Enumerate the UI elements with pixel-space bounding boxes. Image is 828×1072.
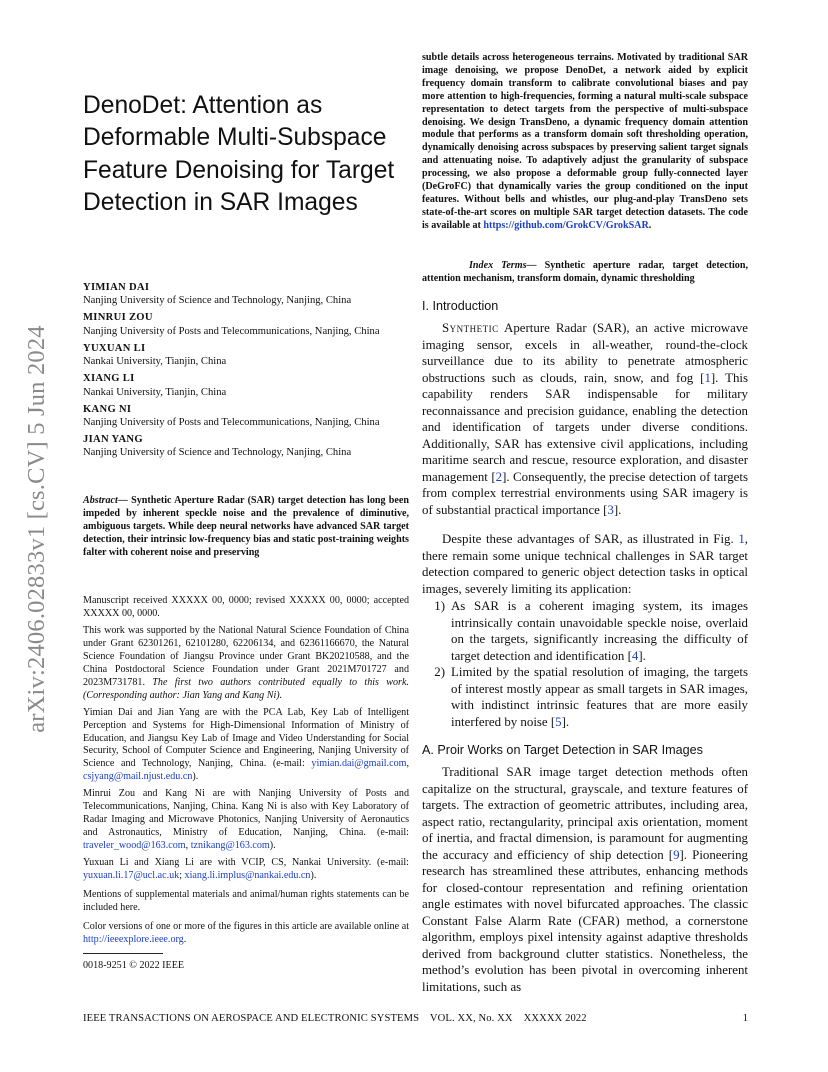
funding-note <box>83 625 409 703</box>
list-item-text: As SAR is a coherent imaging system, its images intrinsically contain unavoidable speckle noise, overlaid on the targets, significantly increasing the difficulty of target detection and identification [ <box>451 599 748 663</box>
email-link[interactable]: csjyang@mail.njust.edu.cn <box>83 771 193 783</box>
author-name: MINRUI ZOU <box>83 312 153 324</box>
dropcap-lead: Synthetic <box>442 321 499 335</box>
author-entry <box>83 403 413 430</box>
author-affiliation: Nanjing University of Science and Technology, Nanjing, China <box>83 447 352 459</box>
author-entry <box>83 311 413 338</box>
front-matter-notes <box>83 595 409 977</box>
author-affiliation: Nanjing University of Science and Technology, Nanjing, China <box>83 295 352 307</box>
citation-link[interactable]: 4 <box>631 648 639 663</box>
challenge-list <box>422 598 748 730</box>
color-note <box>83 921 409 947</box>
prior-works-paragraph <box>422 764 748 995</box>
citation-link[interactable]: 3 <box>607 502 614 517</box>
copyright-note: 0018-9251 © 2022 IEEE <box>83 959 185 971</box>
paragraph-text: Aperture Radar (SAR), an active microwave imaging sensor, excels in all-weather, round-the-clock surveillance due to its ability to penetrate atmospheric obstructions such as clouds, rain, snow, and fog [ <box>422 321 748 385</box>
author-name: KANG NI <box>83 403 132 415</box>
paragraph-text: ]. Pioneering research has streamlined these attributes, enhancing methods for closed-contour representation and refining orientation angle estimates with novel bifurcated approaches. The classic Constant False Alarm Rate (CFAR) method, a cornerstone algorithm, employs pixel intensity against adaptive thresholds derived from background clutter statistics. Nonetheless, the method’s evolution has been pivotal in overcoming inherent limitations, such as <box>422 847 749 994</box>
citation-link[interactable]: 1 <box>704 370 711 385</box>
abstract-text-part2: subtle details across heterogeneous terrains. Motivated by traditional SAR image denoising, we propose DenoDet, a network aided by explicit frequency domain transform to calibrate convolutional biases and pay more attention to high-frequencies, forming a natural multi-scale subspace representation to detect targets from the perspective of multi-subspace denoising. We design TransDeno, a dynamic frequency domain attention module that performs as a transform domain soft thresholding operation, dynamically denoising across subspaces by preserving salient target signals and attenuating noise. To adaptively adjust the granularity of subspace processing, we also propose a deformable group fully-connected layer (DeGroFC) that dynamically varies the group conditioned on the input features. Without bells and whistles, our plug-and-play TransDeno sets state-of-the-art scores on multiple SAR target detection datasets. The code is available at <box>422 52 748 231</box>
separator: , <box>185 840 191 852</box>
paragraph-text: Despite these advantages of SAR, as illustrated in Fig. <box>442 532 739 546</box>
page-number: 1 <box>742 1013 748 1024</box>
author-name: XIANG LI <box>83 373 135 385</box>
index-terms-label: Index Terms— <box>469 260 537 271</box>
citation-link[interactable]: 5 <box>555 714 562 729</box>
separator: , <box>406 758 409 770</box>
paper-title: DenoDet: Attention as Deformable Multi-Subspace Feature Denoising for Target Detection in SAR Images <box>83 92 395 216</box>
author-list <box>83 281 413 463</box>
author-name: JIAN YANG <box>83 434 143 446</box>
paragraph-text: Traditional SAR image target detection methods often capitalize on the structural, grayscale, and texture features of targets. The extraction of geometric attributes, including area, aspect ratio, rectangularity, principal axis orientation, moment of inertia, and fractal dimension, is paramount for augmenting the accuracy and efficiency of ship detection [ <box>422 765 748 862</box>
supplemental-note: Mentions of supplemental materials and animal/human rights statements can be included here. <box>83 889 409 913</box>
color-end: . <box>183 933 187 945</box>
manuscript-note: Manuscript received XXXXX 00, 0000; revised XXXXX 00, 0000; accepted XXXXX 00, 0000. <box>83 595 409 619</box>
citation-link[interactable]: 9 <box>673 847 680 862</box>
affiliation-note-2 <box>83 788 409 853</box>
ieee-explore-link[interactable]: http://ieeexplore.ieee.org <box>83 933 184 945</box>
list-number: 1) <box>434 599 445 613</box>
subsection-heading-prior-works: A. Proir Works on Target Detection in SAR Images <box>422 743 703 757</box>
index-terms-text: Synthetic aperture radar, target detection, attention mechanism, transform domain, dynamic thresholding <box>422 260 748 284</box>
arxiv-identifier: arXiv:2406.02833v1 [cs.CV] 5 Jun 2024 <box>23 325 50 733</box>
list-text <box>451 664 748 730</box>
list-item-end: ]. <box>561 714 570 729</box>
equal-contribution-note: The first two authors contributed equally to this work. (Corresponding author: Jian Yang and Kang Ni). <box>83 676 409 701</box>
list-item-text: Limited by the spatial resolution of imaging, the targets of interest mostly appear as small targets in SAR images, with indistinct intrinsic features that are more easily interfered by noise [ <box>451 665 748 729</box>
affiliation-end: ). <box>192 771 199 783</box>
author-entry <box>83 372 413 399</box>
intro-paragraph-2 <box>422 531 748 597</box>
figure-link[interactable]: 1 <box>738 532 745 546</box>
paragraph-text: ]. <box>613 502 622 517</box>
list-number: 2) <box>434 665 445 679</box>
list-item <box>422 664 748 730</box>
email-link[interactable]: traveler_wood@163.com <box>83 840 186 852</box>
author-affiliation: Nanjing University of Posts and Telecommunications, Nanjing, China <box>83 325 380 337</box>
author-name: YUXUAN LI <box>83 342 146 354</box>
intro-paragraph-1 <box>422 320 748 518</box>
abstract <box>83 495 409 560</box>
email-link[interactable]: yimian.dai@gmail.com <box>311 758 407 770</box>
paragraph-text: , there remain some unique technical challenges in SAR target detection compared to generic object detection tasks in optical images, severely limiting its application: <box>422 532 748 596</box>
paragraph-text: ]. This capability renders SAR indispensable for military reconnaissance and precision guidance, enabling the detection and identification of targets under diverse conditions. Additionally, SAR has extensive civil applications, including maritime search and rescue, resource exploration, and disaster management [ <box>422 370 748 484</box>
journal-footer: IEEE TRANSACTIONS ON AEROSPACE AND ELECTRONIC SYSTEMS VOL. XX, No. XX XXXXX 2022 <box>83 1013 587 1024</box>
separator: ; <box>179 870 185 882</box>
abstract-continued <box>422 52 748 233</box>
affiliation-note-3 <box>83 857 409 883</box>
affiliation-text: Yimian Dai and Jian Yang are with the PCA Lab, Key Lab of Intelligent Perception and Systems for High-Dimensional Information of Ministry of Education, and Jiangsu Key Lab of Image and Video Understanding for Social Security, School of Computer Science and Engineering, Nanjing University of Science and Technology, Nanjing, China. (e-mail: <box>83 706 409 770</box>
paragraph-text: ]. Consequently, the precise detection of targets from complex terrestrial environments using SAR imagery is of substantial practical importance [ <box>422 469 748 517</box>
affiliation-note-1 <box>83 707 409 785</box>
author-entry <box>83 342 413 369</box>
color-text: Color versions of one or more of the figures in this article are available online at <box>83 920 409 932</box>
section-heading-introduction: I. Introduction <box>422 299 499 313</box>
author-affiliation: Nankai University, Tianjin, China <box>83 386 227 398</box>
author-entry <box>83 281 413 308</box>
footnote-rule <box>83 953 163 954</box>
author-entry <box>83 433 413 460</box>
email-link[interactable]: yuxuan.li.17@ucl.ac.uk <box>83 870 180 882</box>
author-name: YIMIAN DAI <box>83 282 150 293</box>
list-text <box>451 598 748 664</box>
email-link[interactable]: xiang.li.implus@nankai.edu.cn <box>184 870 311 882</box>
code-link[interactable]: https://github.com/GrokCV/GrokSAR <box>483 219 649 231</box>
index-terms <box>422 260 748 286</box>
author-affiliation: Nankai University, Tianjin, China <box>83 356 227 368</box>
list-item <box>422 598 748 664</box>
abstract-label: Abstract— <box>83 495 128 506</box>
affiliation-text: Minrui Zou and Kang Ni are with Nanjing University of Posts and Telecommunications, Nanjing, China. Kang Ni is also with Key Laboratory of Radar Imaging and Microwave Photonics, Nanjing University of Aeronautics and Astronautics, Ministry of Education, Nanjing, China. (e-mail: <box>83 788 409 839</box>
funding-text: This work was supported by the National Natural Science Foundation of China under Grant 62301261, 62101280, 62206134, and 62361166670, the Natural Science Foundation of Jiangsu Province under Grant BK20210588, and the China Postdoctoral Science Foundation under Grant 2021M701727 and 2023M731781. <box>83 624 409 688</box>
email-link[interactable]: tznikang@163.com <box>190 840 270 852</box>
affiliation-end: ). <box>269 840 276 852</box>
author-affiliation: Nanjing University of Posts and Telecommunications, Nanjing, China <box>83 417 380 429</box>
abstract-end: . <box>648 219 652 231</box>
affiliation-end: ). <box>310 870 317 882</box>
abstract-text-part1: Synthetic Aperture Radar (SAR) target detection has long been impeded by inherent speckle noise and the prevalence of diminutive, ambiguous targets. While deep neural networks have advanced SAR target detection, their intrinsic low-frequency bias and static post-training weights falter with coherent noise and preserving <box>83 495 409 558</box>
affiliation-text: Yuxuan Li and Xiang Li are with VCIP, CS, Nankai University. (e-mail: <box>83 857 409 869</box>
citation-link[interactable]: 2 <box>495 469 503 484</box>
arxiv-sidebar <box>22 294 52 764</box>
list-item-end: ]. <box>638 648 646 663</box>
